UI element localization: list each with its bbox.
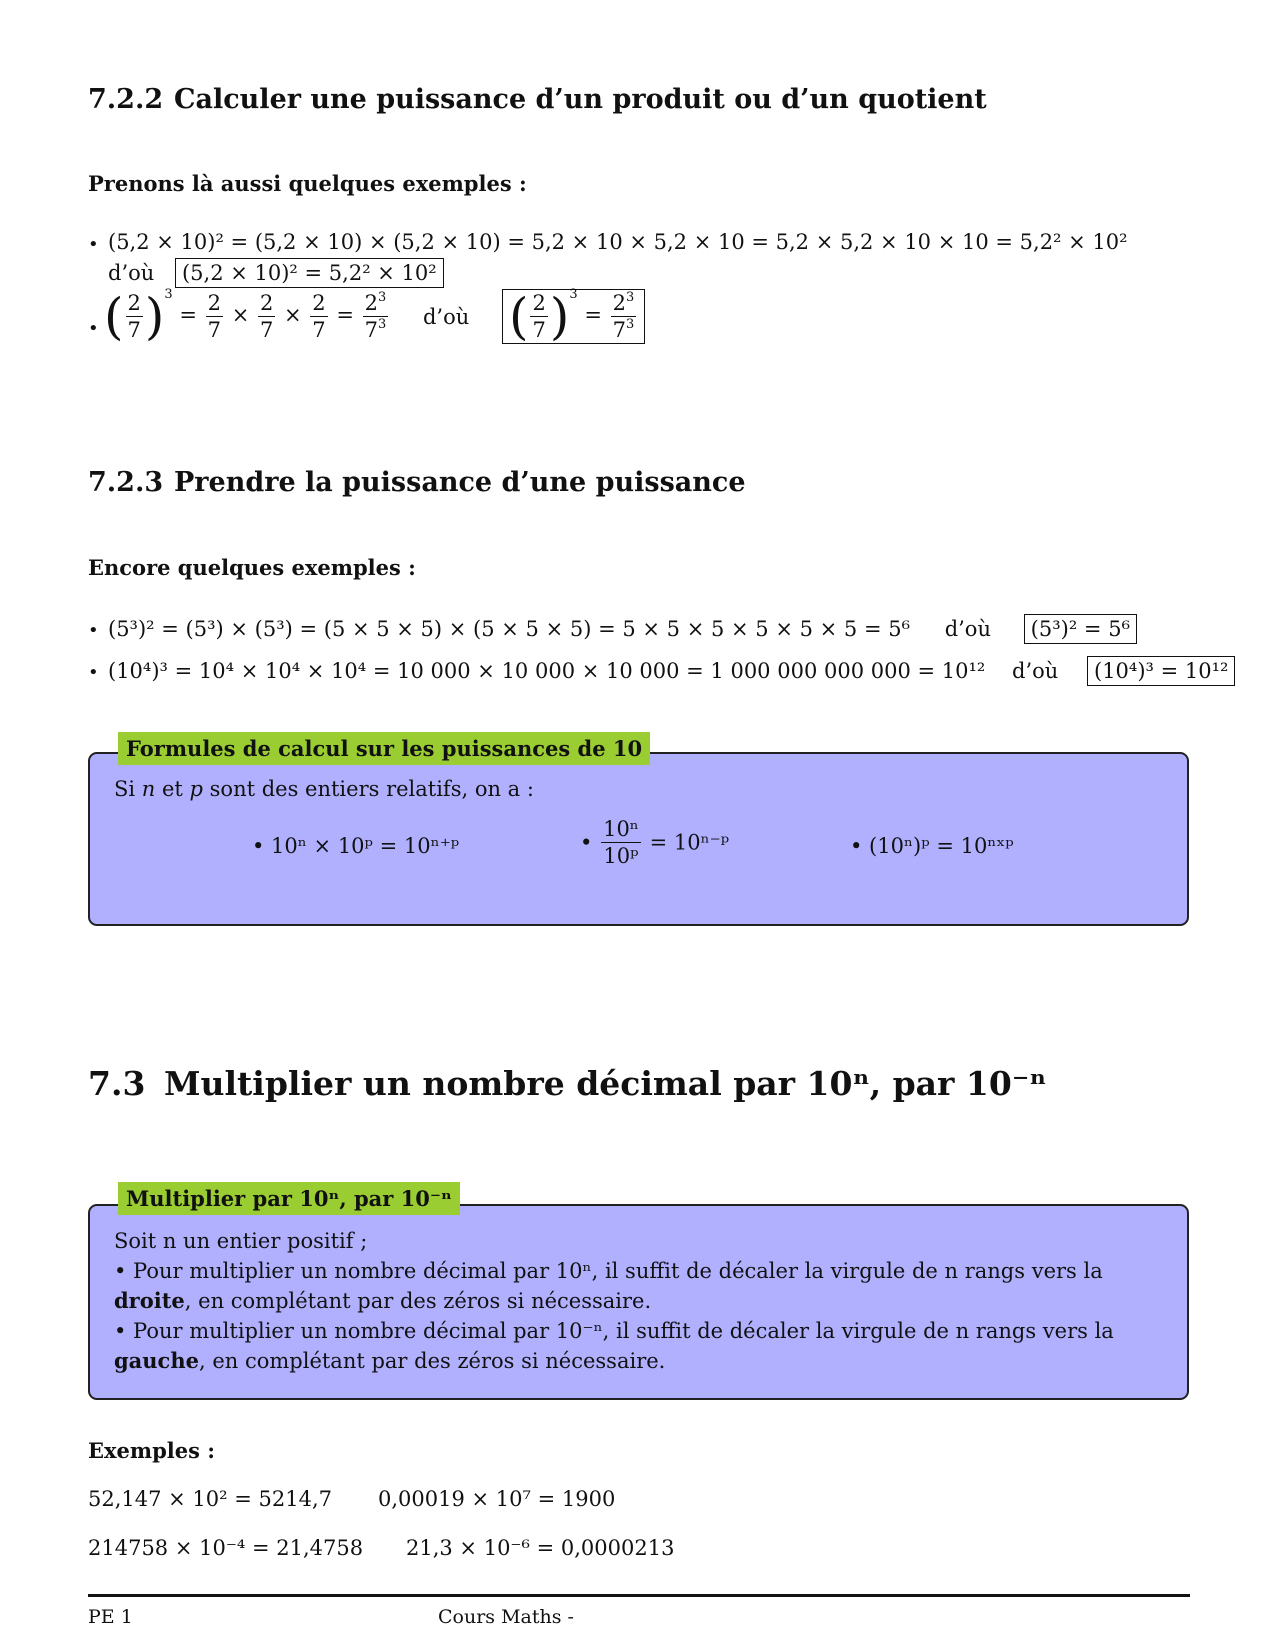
example-4: 21,3 × 10⁻⁶ = 0,0000213: [406, 1536, 675, 1560]
example-expression: (5³)² = (5³) × (5³) = (5 × 5 × 5) × (5 × 5 × 5) = 5 × 5 × 5 × 5 × 5 × 5 = 5⁶: [108, 617, 910, 641]
section-title: Multiplier un nombre décimal par 10ⁿ, par 10⁻ⁿ: [164, 1064, 1047, 1103]
formula-quotient: • $\frac{\text{10ⁿ}}{\text{10ᵖ}}$ = 10ⁿ⁻ᵖ: [580, 817, 730, 868]
bullet-icon: •: [88, 620, 99, 641]
dou-label: d’où: [108, 261, 155, 285]
rules-paragraph-right: • Pour multiplier un nombre décimal par 10ⁿ, il suffit de décaler la virgule de n rangs vers la droite, en complétant par des zéros si nécessaire.: [114, 1259, 1103, 1313]
boxed-fraction-result: ( $\frac{2}{7}$ )$^3$ = $\frac{2^3}{7^3}$: [502, 289, 645, 344]
example-line: [108, 614, 1137, 644]
formula-product: • 10ⁿ × 10ᵖ = 10ⁿ⁺ᵖ: [252, 834, 460, 858]
rules-text: [114, 1226, 1167, 1376]
fraction-example: ( $\frac{2}{7}$ )$^3$ = $\frac{2}{7}$ × $\frac{2}{7}$ × $\frac{2}{7}$ = $\frac{2^3}{7^3}$ d’où ( $\frac{2}{7}$ )$^3$ = $\frac{2^3}{7^3}$: [104, 289, 645, 344]
bullet-icon: •: [88, 234, 99, 255]
section-heading-7-2-3: [88, 467, 746, 498]
example-3: 214758 × 10⁻⁴ = 21,4758: [88, 1536, 364, 1560]
footer-left: PE 1: [88, 1606, 133, 1628]
boxed-result: (5³)² = 5⁶: [1024, 614, 1137, 644]
section-heading-7-2-2: [88, 84, 987, 115]
section-number: 7.2.3: [88, 467, 164, 498]
example-2: 0,00019 × 10⁷ = 1900: [378, 1487, 616, 1511]
section-number: 7.3: [88, 1064, 146, 1103]
footer-rule: [88, 1594, 1190, 1597]
section-title: Calculer une puissance d’un produit ou d’un quotient: [174, 84, 987, 115]
examples-heading: Exemples :: [88, 1438, 216, 1463]
multiply-box-title: Multiplier par 10ⁿ, par 10⁻ⁿ: [118, 1182, 460, 1215]
dou-label: d’où: [1012, 659, 1059, 683]
formulas-intro: Si n et p sont des entiers relatifs, on a :: [114, 777, 534, 801]
example-1: 52,147 × 10² = 5214,7: [88, 1487, 332, 1511]
example-line: [108, 656, 1235, 686]
examples-intro: Prenons là aussi quelques exemples :: [88, 171, 527, 196]
bullet-icon: •: [88, 318, 99, 339]
formulas-box-title: Formules de calcul sur les puissances de 10: [118, 732, 650, 765]
bullet-icon: •: [88, 662, 99, 683]
section-title: Prendre la puissance d’une puissance: [174, 467, 746, 498]
rules-paragraph-left: • Pour multiplier un nombre décimal par 10⁻ⁿ, il suffit de décaler la virgule de n rangs vers la gauche, en complétant par des zéros si nécessaire.: [114, 1319, 1114, 1373]
footer-center: Cours Maths -: [438, 1606, 574, 1628]
example-line: (5,2 × 10)² = (5,2 × 10) × (5,2 × 10) = 5,2 × 10 × 5,2 × 10 = 5,2 × 5,2 × 10 × 10 = 5,2² × 10²: [108, 230, 1128, 254]
section-heading-7-3: [88, 1064, 1046, 1103]
dou-label: d’où: [944, 617, 991, 641]
examples-intro: Encore quelques exemples :: [88, 555, 416, 580]
example-result-line: [108, 258, 444, 288]
boxed-result: (5,2 × 10)² = 5,2² × 10²: [175, 258, 444, 288]
section-number: 7.2.2: [88, 84, 164, 115]
formula-power: • (10ⁿ)ᵖ = 10ⁿˣᵖ: [850, 834, 1014, 858]
dou-label: d’où: [422, 304, 470, 329]
formulas-box: [88, 752, 1189, 926]
multiply-rules-box: [88, 1204, 1189, 1400]
boxed-result: (10⁴)³ = 10¹²: [1087, 656, 1235, 686]
rules-line-intro: Soit n un entier positif ;: [114, 1229, 368, 1253]
example-expression: (10⁴)³ = 10⁴ × 10⁴ × 10⁴ = 10 000 × 10 000 × 10 000 = 1 000 000 000 000 = 10¹²: [108, 659, 986, 683]
